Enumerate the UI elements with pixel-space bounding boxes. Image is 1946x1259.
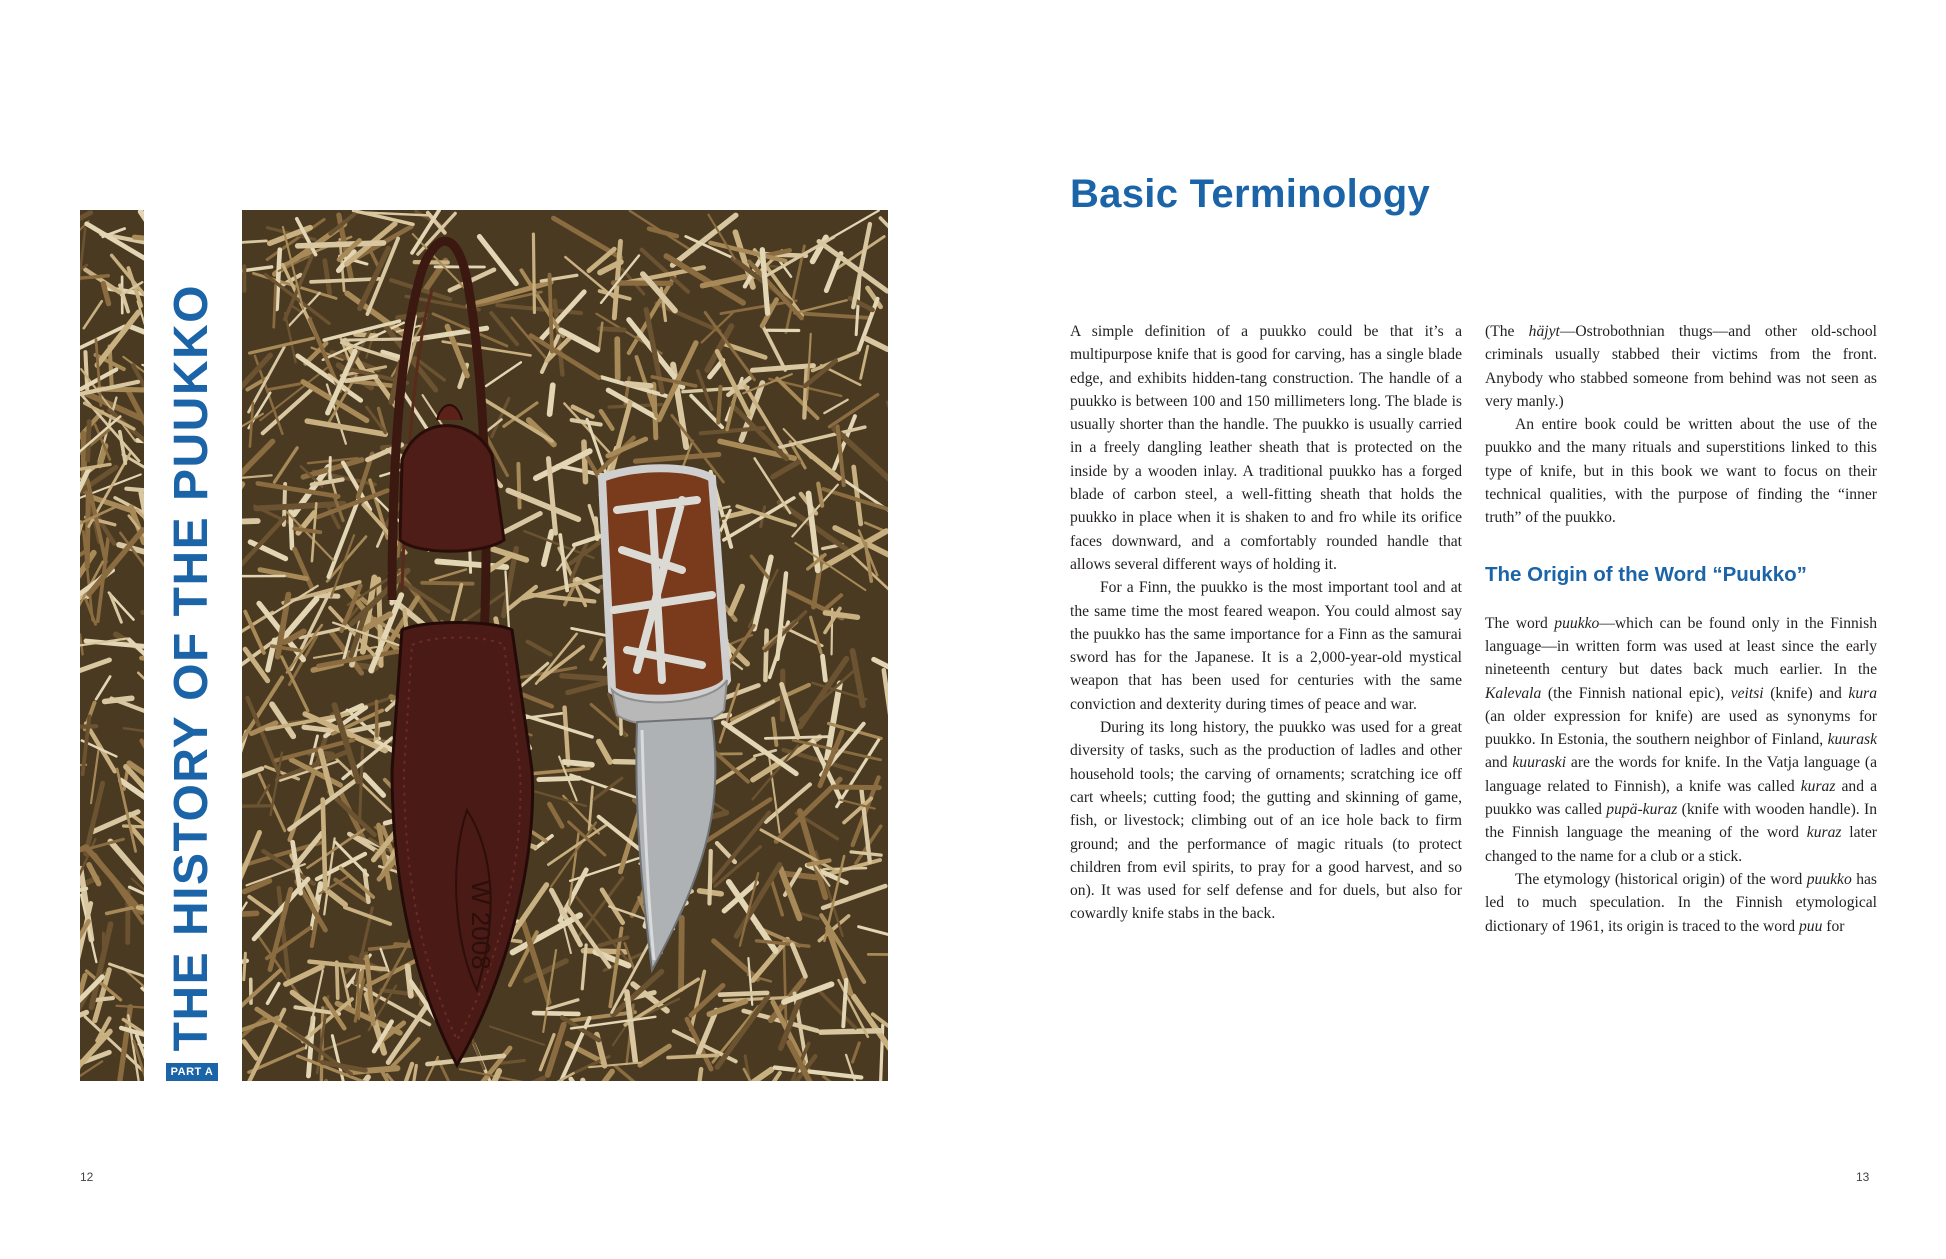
page-number-left: 12: [80, 1170, 94, 1184]
italic-term: kuurask: [1827, 731, 1877, 749]
italic-term: kuuraski: [1512, 754, 1567, 772]
sheath-mark: W 2008: [466, 880, 496, 970]
text-span: The etymology (historical origin) of the word: [1515, 870, 1807, 888]
straw-strip-image: [80, 210, 144, 1081]
italic-term: pupä-kuraz: [1606, 801, 1678, 819]
text-span: (an older expression for knife) are used as synonyms for puukko. In Estonia, the southern neighbor of Finland,: [1485, 707, 1877, 749]
italic-term: veitsi: [1730, 684, 1764, 702]
italic-term: puukko: [1554, 614, 1600, 632]
part-label: PART A: [166, 1063, 218, 1081]
text-span: —Ostrobothnian thugs—and other old-school criminals usually stabbed their victims from the front. Anybody who stabbed someone from behind was not seen as very manly.): [1485, 323, 1877, 410]
text-span: (The: [1485, 323, 1529, 340]
paragraph: [1485, 612, 1877, 868]
italic-term: häjyt: [1528, 323, 1560, 340]
text-span: and a puukko was called: [1485, 777, 1877, 819]
text-span: (the Finnish national epic),: [1541, 684, 1731, 702]
text-span: for: [1822, 917, 1845, 935]
text-span: has led to much speculation. In the Finnish etymological dictionary of 1961, its origin is traced to the word: [1485, 870, 1878, 935]
text-span: (knife with wooden handle). In the Finnish language the meaning of the word: [1485, 801, 1878, 842]
text-span: —which can be found only in the Finnish language—in written form was used at least since the early nineteenth century but dates back much earlier. In the: [1485, 614, 1877, 679]
text-column-2: [1485, 320, 1877, 938]
straw-texture: [80, 210, 144, 1081]
italic-term: kuraz: [1806, 824, 1842, 842]
text-span: The word: [1485, 614, 1555, 632]
section-subheading: The Origin of the Word “Puukko”: [1485, 562, 1807, 586]
puukko-photo: [242, 210, 888, 1081]
paragraph: A simple definition of a puukko could be that it’s a multipurpose knife that is good for carving, has a single blade edge, and exhibits hidden-tang construction. The handle of a puukko is between 100 and 150 millimeters long. The blade is usually shorter than the handle. The puukko is usually carried in a freely dangling leather sheath that is protected on the inside by a wooden inlay. A traditional puukko has a forged blade of carbon steel, a well-fitting sheath that holds the puukko in place when it is shaken to and fro while its orifice faces downward, and a comfortably rounded handle that allows several different ways of holding it.: [1070, 323, 1462, 573]
italic-term: kuraz: [1800, 777, 1836, 795]
italic-term: puukko: [1806, 870, 1852, 888]
text-span: (knife) and: [1763, 684, 1849, 702]
text-span: are the words for knife. In the Vatja language (a language related to Finnish), a knife was called: [1485, 754, 1877, 795]
puukko-knife-and-sheath-image: [242, 210, 888, 1081]
text-column-1: [1070, 320, 1462, 926]
paragraph: An entire book could be written about the use of the puukko and the many rituals and superstitions linked to this type of knife, but in this book we want to focus on their technical qualities, with the purpose of finding the “inner truth” of the puukko.: [1485, 416, 1877, 527]
paragraph: During its long history, the puukko was used for a great diversity of tasks, such as the production of ladles and other household tools; the carving of ornaments; scratching ice off cart wheels; cutting food; the gutting and skinning of game, fish, or livestock; climbing out of an ice hole back to firm ground; and the performance of magic rituals (to protect children from evil spirits, to pray for a good harvest, and so on). It was used for self defense and for duels, but also for cowardly knife stabs in the back.: [1070, 719, 1462, 923]
paragraph: [1485, 320, 1877, 413]
italic-term: Kalevala: [1485, 684, 1542, 702]
italic-term: puu: [1798, 917, 1823, 935]
italic-term: kura: [1848, 684, 1877, 702]
straw-background: [242, 210, 888, 1081]
paragraph: [1485, 868, 1877, 938]
page-number-right: 13: [1856, 1170, 1870, 1184]
vertical-title-block: [166, 210, 222, 1081]
text-span: later changed to the name for a club or a stick.: [1485, 824, 1877, 865]
text-span: and: [1485, 754, 1513, 772]
paragraph: For a Finn, the puukko is the most important tool and at the same time the most feared weapon. You could almost say the puukko has the same importance for a Finn as the samurai sword has for the Japanese. It is a 2,000-year-old mystical weapon that has been used for centuries with the same conviction and dexterity during times of peace and war.: [1070, 579, 1462, 713]
section-title: THE HISTORY OF THE PUUKKO: [165, 283, 218, 1051]
chapter-title: Basic Terminology: [1070, 172, 1431, 216]
